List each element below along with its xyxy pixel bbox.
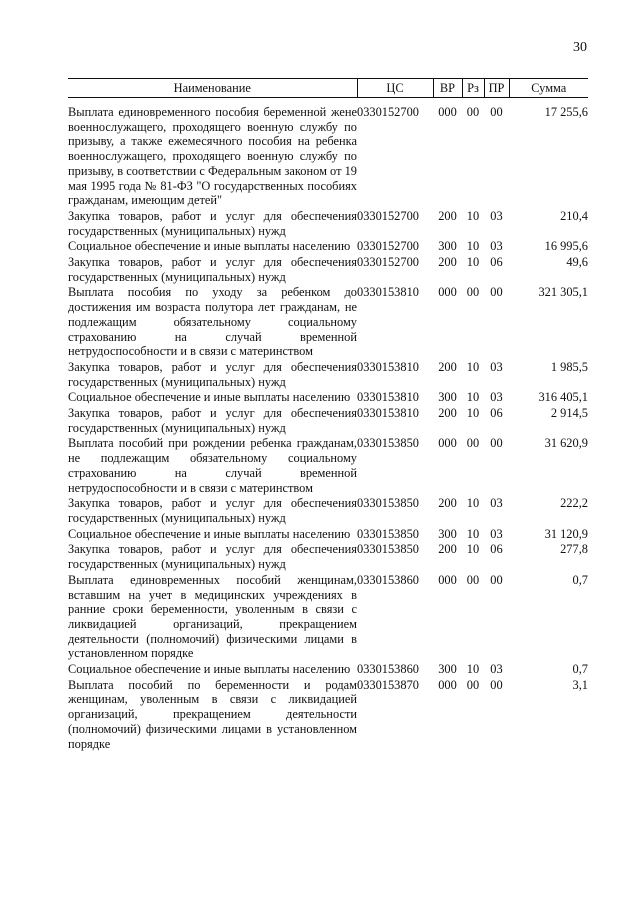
cell-vr: 300: [438, 662, 457, 677]
cell-cs: 0330152700: [357, 239, 419, 254]
table-body: [68, 98, 588, 753]
cell-cs: 0330153810: [357, 285, 419, 300]
cell-pr: 03: [490, 496, 503, 511]
cell-rz: 10: [466, 239, 480, 254]
cell-name: Выплата единовременных пособий женщинам, вставшим на учет в медицинских учреждениях в ранние сроки беременности, уволенным в связи с ликвидацией организаций, прекращением деятельности (полномочий) физическими лицами в установленном порядке: [68, 572, 357, 661]
header-cs: ЦС: [357, 79, 433, 98]
cell-rz: 00: [466, 572, 480, 587]
cell-rz: 10: [466, 406, 480, 421]
cell-cs: 0330153870: [357, 677, 419, 692]
cell-vr: 200: [438, 208, 457, 223]
cell-pr: 03: [490, 239, 503, 254]
cell-pr: 00: [490, 436, 503, 451]
cell-sum: 2 914,5: [550, 406, 588, 421]
header-vr: ВР: [433, 79, 462, 98]
cell-vr: 200: [438, 406, 457, 421]
cell-pr: 03: [490, 208, 503, 223]
cell-name: Закупка товаров, работ и услуг для обеспечения государственных (муниципальных) нужд: [68, 255, 357, 284]
table-row: [68, 496, 588, 526]
cell-sum: 277,8: [560, 542, 588, 557]
table-row: [68, 527, 588, 543]
cell-vr: 200: [438, 542, 457, 557]
table-row: [68, 436, 588, 496]
cell-sum: 1 985,5: [550, 359, 588, 374]
cell-vr: 200: [438, 359, 457, 374]
header-rz: Рз: [462, 79, 484, 98]
cell-rz: 10: [466, 662, 480, 677]
cell-name: Социальное обеспечение и иные выплаты населению: [68, 239, 351, 254]
cell-pr: 06: [490, 255, 503, 270]
cell-name: Выплата пособия по уходу за ребенком до достижения им возраста полутора лет гражданам, не подлежащим обязательному социальному страхованию на случай временной нетрудоспособности и в связи с материнством: [68, 285, 357, 359]
cell-rz: 00: [466, 677, 480, 692]
cell-pr: 00: [490, 105, 503, 119]
page-number: 30: [573, 40, 587, 55]
cell-pr: 03: [490, 359, 503, 374]
cell-pr: 00: [490, 285, 503, 300]
cell-pr: 03: [490, 662, 503, 677]
table-row: [68, 542, 588, 572]
cell-rz: 10: [466, 496, 480, 511]
cell-name: Закупка товаров, работ и услуг для обеспечения государственных (муниципальных) нужд: [68, 496, 357, 525]
cell-sum: 0,7: [572, 572, 588, 587]
table-row: [68, 98, 588, 209]
cell-rz: 10: [466, 390, 480, 405]
cell-sum: 16 995,6: [544, 239, 588, 254]
cell-rz: 00: [466, 436, 480, 451]
budget-table: [68, 78, 588, 752]
cell-vr: 000: [438, 105, 457, 119]
table-row: [68, 360, 588, 390]
table-header: [68, 79, 588, 98]
table-row: [68, 285, 588, 360]
cell-vr: 000: [438, 677, 457, 692]
cell-vr: 000: [438, 436, 457, 451]
cell-rz: 10: [466, 255, 480, 270]
cell-cs: 0330153850: [357, 526, 419, 541]
cell-vr: 300: [438, 526, 457, 541]
cell-sum: 49,6: [566, 255, 588, 270]
cell-name: Закупка товаров, работ и услуг для обеспечения государственных (муниципальных) нужд: [68, 208, 357, 238]
cell-sum: 0,7: [572, 662, 588, 677]
cell-name: Закупка товаров, работ и услуг для обеспечения государственных (муниципальных) нужд: [68, 542, 357, 572]
cell-sum: 316 405,1: [538, 390, 588, 405]
cell-pr: 00: [490, 677, 503, 692]
cell-name: Закупка товаров, работ и услуг для обеспечения государственных (муниципальных) нужд: [68, 406, 357, 435]
cell-pr: 06: [490, 542, 503, 557]
cell-sum: 210,4: [560, 208, 588, 223]
cell-name: Социальное обеспечение и иные выплаты населению: [68, 526, 351, 541]
table-row: [68, 239, 588, 255]
cell-name: Выплата единовременного пособия беременной жене военнослужащего, проходящего военную службу по призыву, а также ежемесячного пособия на ребенка военнослужащего, проходящего военную службу по призыву, в соответствии с Федеральным законом от 19 мая 1995 года № 81-ФЗ "О государственных пособиях гражданам, имеющим детей": [68, 105, 357, 208]
cell-rz: 10: [466, 208, 480, 223]
cell-vr: 000: [438, 285, 457, 300]
cell-pr: 03: [490, 526, 503, 541]
cell-sum: 31 620,9: [544, 436, 588, 451]
cell-sum: 31 120,9: [544, 526, 588, 541]
cell-cs: 0330152700: [357, 208, 419, 223]
table-row: [68, 406, 588, 436]
table-row: [68, 573, 588, 662]
cell-sum: 3,1: [572, 677, 588, 692]
cell-cs: 0330152700: [357, 255, 419, 270]
cell-name: Закупка товаров, работ и услуг для обеспечения государственных (муниципальных) нужд: [68, 359, 357, 389]
cell-sum: 222,2: [560, 496, 588, 511]
cell-name: Социальное обеспечение и иные выплаты населению: [68, 390, 351, 405]
cell-vr: 300: [438, 390, 457, 405]
cell-cs: 0330153850: [357, 436, 419, 451]
cell-cs: 0330153860: [357, 662, 419, 677]
cell-vr: 200: [438, 496, 457, 511]
cell-rz: 00: [466, 105, 480, 119]
cell-vr: 200: [438, 255, 457, 270]
cell-rz: 00: [466, 285, 480, 300]
table-row: [68, 255, 588, 285]
cell-vr: 000: [438, 572, 457, 587]
cell-sum: 321 305,1: [538, 285, 588, 300]
cell-rz: 10: [466, 359, 480, 374]
table-row: [68, 209, 588, 239]
cell-pr: 00: [490, 572, 503, 587]
cell-pr: 03: [490, 390, 503, 405]
cell-cs: 0330153810: [357, 406, 419, 421]
cell-cs: 0330153860: [357, 572, 419, 587]
table-row: [68, 662, 588, 678]
cell-rz: 10: [466, 542, 480, 557]
table-row: [68, 678, 588, 753]
cell-name: Выплата пособий при рождении ребенка гражданам, не подлежащим обязательному социальному страхованию на случай временной нетрудоспособности и в связи с материнством: [68, 436, 357, 495]
cell-name: Выплата пособий по беременности и родам женщинам, уволенным в связи с ликвидацией организаций, прекращением деятельности (полномочий) физическими лицами в установленном порядке: [68, 677, 357, 751]
cell-vr: 300: [438, 239, 457, 254]
header-name: Наименование: [68, 79, 357, 98]
cell-cs: 0330153850: [357, 542, 419, 557]
cell-rz: 10: [466, 526, 480, 541]
table-row: [68, 390, 588, 406]
cell-cs: 0330152700: [357, 105, 419, 119]
cell-cs: 0330153810: [357, 359, 419, 374]
cell-name: Социальное обеспечение и иные выплаты населению: [68, 662, 351, 677]
cell-sum: 17 255,6: [544, 105, 588, 119]
header-pr: ПР: [484, 79, 509, 98]
cell-cs: 0330153850: [357, 496, 419, 511]
cell-pr: 06: [490, 406, 503, 421]
cell-cs: 0330153810: [357, 390, 419, 405]
header-sum: Сумма: [509, 79, 588, 98]
